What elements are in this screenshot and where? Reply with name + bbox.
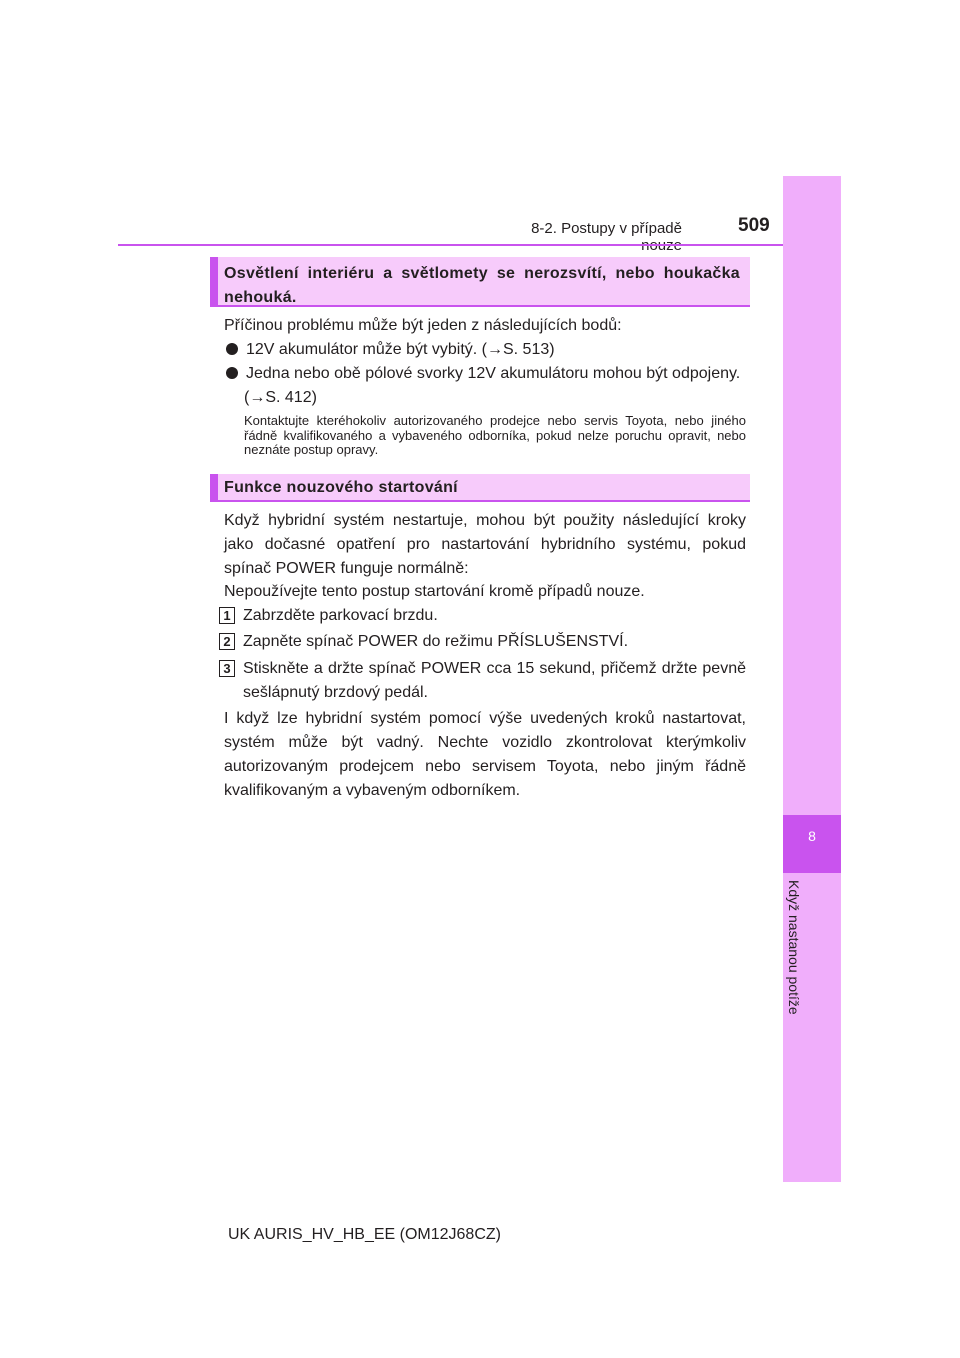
chapter-title: Když nastanou potíže bbox=[786, 880, 802, 1015]
model-code: UK AURIS_HV_HB_EE (OM12J68CZ) bbox=[228, 1226, 501, 1243]
section-heading-lights: Osvětlení interiéru a světlomety se nerozsvítí, nebo houkačka nehouká. bbox=[210, 257, 750, 307]
header-rule bbox=[118, 244, 783, 246]
bullet-icon bbox=[226, 343, 238, 355]
chapter-number: 8 bbox=[808, 828, 816, 844]
bullet-2-ref: (→S. 412) bbox=[244, 389, 317, 406]
chapter-tab bbox=[783, 176, 841, 1182]
chapter-number-box bbox=[783, 815, 841, 873]
closing-paragraph: I když lze hybridní systém pomocí výše uvedených kroků nastartovat, systém může být vadný. Nechte vozidlo zkontrolovat kterýmkoliv autorizovaným prodejcem nebo servisem Toyota, nebo jiným řádně kvalifikovaným a vybaveným odborníkem. bbox=[224, 710, 746, 799]
section-label: 8-2. Postupy v případě bbox=[531, 220, 682, 237]
step-3-number: 3 bbox=[219, 660, 235, 677]
step-2-number: 2 bbox=[219, 633, 235, 650]
step-1-text: Zabrzděte parkovací brzdu. bbox=[243, 607, 438, 624]
bullet-2 bbox=[224, 362, 740, 386]
page-number: 509 bbox=[738, 215, 770, 236]
step-3-text: Stiskněte a držte spínač POWER cca 15 sekund, přičemž držte pevně sešlápnutý brzdový pedál. bbox=[243, 660, 746, 701]
bullet-1-text: 12V akumulátor může být vybitý. (→S. 513) bbox=[246, 341, 555, 358]
bullet-2-text: Jedna nebo obě pólové svorky 12V akumulátoru mohou být odpojeny. bbox=[246, 365, 741, 382]
step-2-text: Zapněte spínač POWER do režimu PŘÍSLUŠENSTVÍ. bbox=[243, 633, 629, 650]
cause-intro: Příčinou problému může být jeden z následujících bodů: bbox=[224, 317, 622, 334]
bullet-icon bbox=[226, 367, 238, 379]
service-note: Kontaktujte kteréhokoliv autorizovaného prodejce nebo servis Toyota, nebo jiného řádně kvalifikovaného a vybaveného odborníka, pokud nelze poruchu opravit, nebo neznáte postup opravy. bbox=[244, 413, 746, 457]
section-heading-emergency-start: Funkce nouzového startování bbox=[210, 474, 750, 502]
emergency-intro: Když hybridní systém nestartuje, mohou být použity následující kroky jako dočasné opatření pro nastartování hybridního systému, pokud spínač POWER funguje normálně: bbox=[224, 512, 746, 577]
bullet-1 bbox=[224, 338, 555, 362]
step-1-number: 1 bbox=[219, 607, 235, 624]
emergency-warning: Nepoužívejte tento postup startování kromě případů nouze. bbox=[224, 583, 645, 600]
